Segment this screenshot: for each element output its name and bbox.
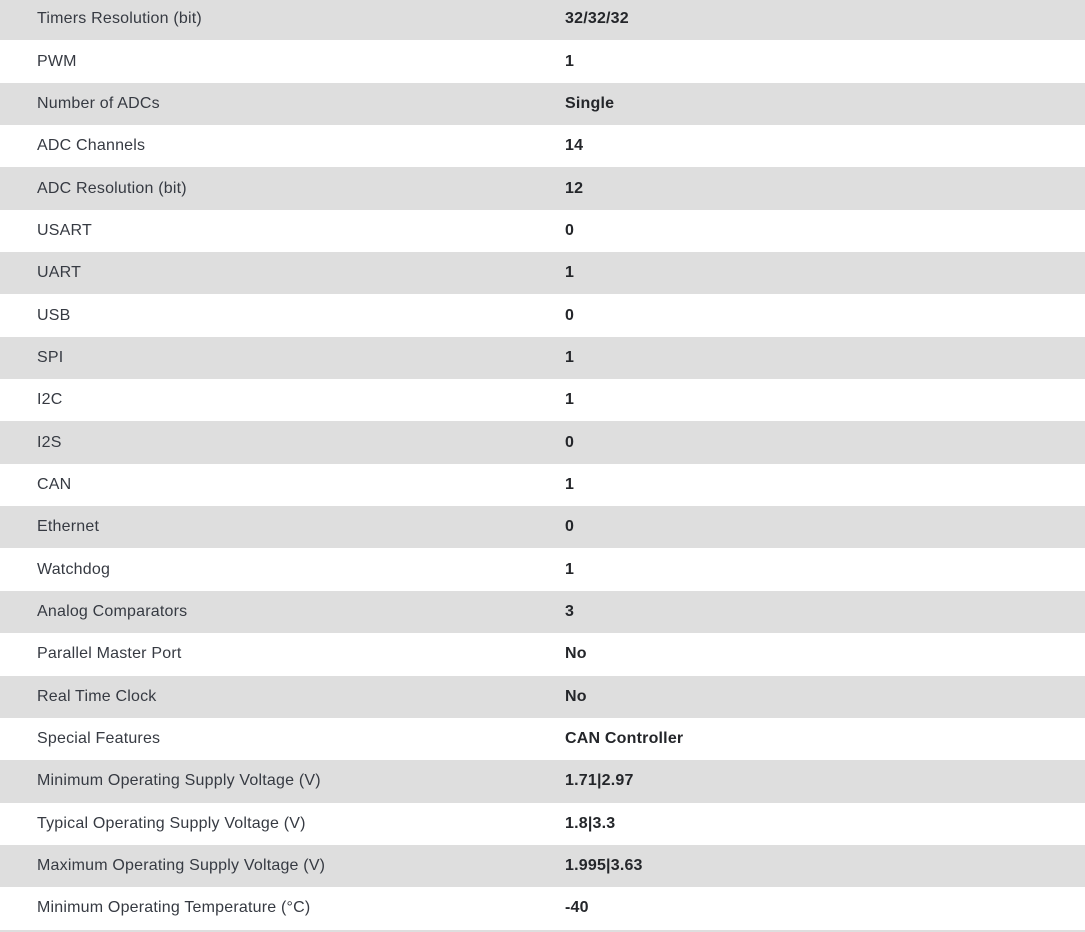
table-row bbox=[0, 803, 1085, 845]
spec-label: CAN bbox=[37, 475, 72, 493]
table-row bbox=[0, 294, 1085, 336]
spec-value: CAN Controller bbox=[565, 730, 684, 748]
spec-value: 3 bbox=[565, 602, 575, 620]
spec-label: Ethernet bbox=[37, 518, 100, 536]
spec-label: Parallel Master Port bbox=[37, 645, 182, 663]
spec-label: Maximum Operating Supply Voltage (V) bbox=[37, 857, 326, 875]
spec-label: I2S bbox=[37, 433, 62, 451]
spec-value: Single bbox=[565, 94, 615, 112]
table-row bbox=[0, 167, 1085, 209]
table-row bbox=[0, 548, 1085, 590]
spec-label: Minimum Operating Temperature (°C) bbox=[37, 899, 311, 917]
spec-label: USB bbox=[37, 306, 71, 324]
spec-value: 1.71|2.97 bbox=[565, 772, 634, 790]
spec-value: 1 bbox=[565, 348, 575, 366]
table-row bbox=[0, 379, 1085, 421]
spec-value: 0 bbox=[565, 433, 575, 451]
spec-value: 1.995|3.63 bbox=[565, 857, 643, 875]
spec-value: No bbox=[565, 687, 587, 705]
table-row bbox=[0, 125, 1085, 167]
spec-value: 0 bbox=[565, 306, 575, 324]
table-row bbox=[0, 83, 1085, 125]
spec-label: Special Features bbox=[37, 730, 161, 748]
spec-value: 0 bbox=[565, 518, 575, 536]
table-row bbox=[0, 210, 1085, 252]
spec-value: 32/32/32 bbox=[565, 10, 629, 28]
spec-label: PWM bbox=[37, 52, 77, 70]
spec-label: SPI bbox=[37, 348, 64, 366]
spec-label: ADC Channels bbox=[37, 137, 146, 155]
spec-value: 1.8|3.3 bbox=[565, 814, 616, 832]
spec-label: UART bbox=[37, 264, 82, 282]
table-row bbox=[0, 506, 1085, 548]
spec-value: 1 bbox=[565, 264, 575, 282]
spec-value: 1 bbox=[565, 52, 575, 70]
spec-value: 12 bbox=[565, 179, 584, 197]
table-row bbox=[0, 40, 1085, 82]
table-row bbox=[0, 0, 1085, 40]
spec-label: Analog Comparators bbox=[37, 602, 188, 620]
table-row bbox=[0, 464, 1085, 506]
spec-value: 1 bbox=[565, 475, 575, 493]
spec-label: Real Time Clock bbox=[37, 687, 157, 705]
spec-label: Number of ADCs bbox=[37, 94, 160, 112]
table-row bbox=[0, 718, 1085, 760]
spec-label: Minimum Operating Supply Voltage (V) bbox=[37, 772, 321, 790]
spec-label: I2C bbox=[37, 391, 63, 409]
table-row bbox=[0, 421, 1085, 463]
table-row bbox=[0, 676, 1085, 718]
table-row bbox=[0, 591, 1085, 633]
spec-label: USART bbox=[37, 221, 92, 239]
spec-value: -40 bbox=[565, 899, 589, 917]
table-row bbox=[0, 633, 1085, 675]
spec-label: Watchdog bbox=[37, 560, 111, 578]
spec-value: 0 bbox=[565, 221, 575, 239]
table-row bbox=[0, 252, 1085, 294]
table-row bbox=[0, 845, 1085, 887]
spec-label: Timers Resolution (bit) bbox=[37, 10, 202, 28]
table-row bbox=[0, 887, 1085, 929]
spec-value: 1 bbox=[565, 560, 575, 578]
spec-label: Typical Operating Supply Voltage (V) bbox=[37, 814, 306, 832]
spec-value: 1 bbox=[565, 391, 575, 409]
spec-value: No bbox=[565, 645, 587, 663]
spec-value: 14 bbox=[565, 137, 584, 155]
spec-label: ADC Resolution (bit) bbox=[37, 179, 187, 197]
table-row bbox=[0, 760, 1085, 802]
table-row bbox=[0, 337, 1085, 379]
